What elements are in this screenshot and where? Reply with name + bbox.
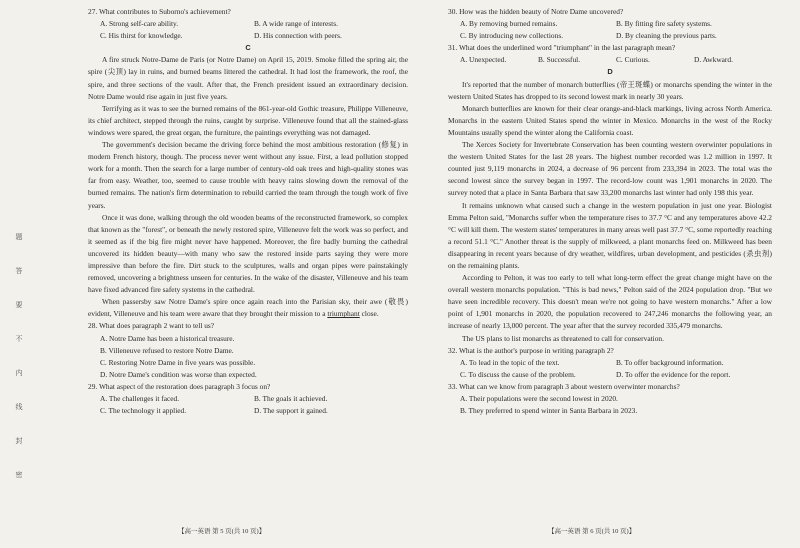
option: B. The goals it achieved. <box>254 394 328 403</box>
section-heading-d: D <box>607 67 613 77</box>
question-32: 32. What is the author's purpose in writing paragraph 2? <box>448 345 614 355</box>
question-29-options <box>88 405 408 417</box>
option: C. His thirst for knowledge. <box>100 31 183 41</box>
page-6-column <box>448 6 772 417</box>
section-heading-c: C <box>245 43 251 53</box>
paragraph: The Xerces Society for Invertebrate Conservation has been counting western overwinter populations in the western United States for the last 28 years. The highest number recorded was 1.2 million in 1997. It counted just 9,119 monarchs in 2024, a decrease of 96 percent from 233,394 in 2023. The total was the second lowest since the survey began in 1997. The record-low count was 1,901 monarchs in 2020. The survey noted that a place in Santa Barbara that saw 33,200 monarchs last winter had only 198 this year. <box>448 140 772 198</box>
option: B. A wide range of interests. <box>254 19 338 29</box>
question-30: 30. How was the hidden beauty of Notre Dame uncovered? <box>448 7 624 16</box>
option: A. Strong self-care ability. <box>100 19 179 29</box>
paragraph: Terrifying as it was to see the burned remains of the 861-year-old Gothic treasure, Philippe Villeneuve, its chief architect, stepped through the ruins, caught by surprise. Villeneuve found that all the stained-glass windows were spared, the great organ, the furniture, the paintings everything was not damaged. <box>88 103 408 137</box>
question-27-options <box>88 30 408 42</box>
side-label: 不 <box>15 335 23 343</box>
option: A. By removing burned remains. <box>460 19 558 29</box>
question-28: 28. What does paragraph 2 want to tell us? <box>88 321 215 331</box>
question-27-options <box>88 18 408 30</box>
paragraph: Monarch butterflies are known for their clear orange-and-black markings, living across North America. Monarchs in the eastern United States spend the winter in Mexico. Monarchs in the west of the Rocky Mountains usually spend the winter along the California coast. <box>448 103 772 137</box>
option: B. By fitting fire safety systems. <box>616 19 712 29</box>
option: C. The technology it applied. <box>100 406 187 416</box>
option: D. By cleaning the previous parts. <box>616 31 717 41</box>
question-32-options <box>448 357 772 369</box>
paragraph: A fire struck Notre-Dame de Paris (or Notre Dame) on April 15, 2019. Smoke filled the spring air, the spire (尖顶) lay in ruins, and burned beams littered the cathedral. It had lost the framework, the roof, the spire, and three sections of the vault. After that, the French president issued an extraordinary decision. Notre Dame would rise again in just five years. <box>88 55 408 101</box>
side-label: 答 <box>15 267 23 275</box>
option: C. Curious. <box>616 55 650 65</box>
side-label: 内 <box>15 369 23 377</box>
option: C. By introducing new collections. <box>460 31 564 41</box>
option: D. The support it gained. <box>254 406 328 416</box>
question-31-options <box>448 54 772 66</box>
option: D. His connection with peers. <box>254 31 342 41</box>
option: D. To offer the evidence for the report. <box>616 369 731 379</box>
paragraph: It remains unknown what caused such a change in the western population in just one year. Biologist Emma Pelton said, "Monarchs suffer when the temperature rises to 37.7 °C and any temperatures above 42.2 °C will kill them. The western states' temperatures in many areas well past 37.7 °C, some reportedly reaching a record 51.1 °C." Another threat is the supply of milkweed, a plant monarchs feed on. Milkweed has been disappearing in recent years because of dry weather, wildfires, urban development, and pesticides (杀虫剂) on the remaining plants. <box>448 200 772 270</box>
page-5-column <box>88 6 408 417</box>
side-label: 密 <box>15 471 23 479</box>
option: A. Notre Dame has been a historical treasure. <box>100 333 235 343</box>
option: D. Notre Dame's condition was worse than expected. <box>100 369 257 379</box>
paragraph: The government's decision became the driving force behind the most ambitious restoration (修复) in modern French history, though. The process never went without any issue. First, a lead pollution stopped work for a month. Then the search for a large number of century-old oak trees and high-quality stones was far from easy. Weather, too, seemed to cause trouble with heavy rains slowing down the removal of the burned remains. The nation's firm determination to rebuild carried the team through the tough work of five years. <box>88 140 408 210</box>
question-30-options <box>448 18 772 30</box>
paragraph-text: close. <box>359 309 379 319</box>
side-label: 题 <box>15 233 23 241</box>
option: A. Their populations were the second lowest in 2020. <box>460 394 618 403</box>
option: A. To lead in the topic of the text. <box>460 357 560 367</box>
question-33: 33. What can we know from paragraph 3 about western overwinter monarchs? <box>448 381 680 391</box>
option: A. The challenges it faced. <box>100 394 180 403</box>
question-30-options <box>448 30 772 42</box>
option: D. Awkward. <box>694 55 733 65</box>
question-31: 31. What does the underlined word "triumphant" in the last paragraph mean? <box>448 43 676 53</box>
option: A. Unexpected. <box>460 55 507 65</box>
option: B. They preferred to spend winter in Santa Barbara in 2023. <box>460 406 638 416</box>
page-footer-right: 【高一英语 第 6 页(共 10 页)】 <box>548 528 636 535</box>
paragraph: Once it was done, walking through the old wooden beams of the reconstructed framework, so complex that known as the "forest", or beneath the newly restored spire, Villeneuve felt the work was so perfect, and it seemed as if the big fire might never have happened. Moreover, the fire badly burning the cathedral uncovered its hidden beauty—with many who saw the restored inside parts saying they were more impressive than before the fire. Dirt stuck to the sculptures, walls and organ pipes were painstakingly removed, uncovering a brightness unseen for centuries. In the wake of the disaster, Villeneuve and his team have fixed advanced fire safety systems in the cathedral. <box>88 212 408 295</box>
question-29: 29. What aspect of the restoration does paragraph 3 focus on? <box>88 381 271 391</box>
option: C. Restoring Notre Dame in five years was possible. <box>100 357 256 367</box>
option: B. Villeneuve refused to restore Notre Dame. <box>100 345 234 355</box>
question-27: 27. What contributes to Suborno's achievement? <box>88 7 231 16</box>
page-footer-left: 【高一英语 第 5 页(共 10 页)】 <box>178 528 266 535</box>
option: B. To offer background information. <box>616 357 724 367</box>
paragraph: The US plans to list monarchs as threatened to call for conservation. <box>462 333 664 343</box>
side-label: 封 <box>15 437 23 445</box>
question-29-options <box>88 393 408 405</box>
paragraph <box>88 296 408 320</box>
underlined-word: triumphant <box>327 309 360 319</box>
option: B. Successful. <box>538 55 581 65</box>
option: C. To discuss the cause of the problem. <box>460 369 576 379</box>
paragraph: It's reported that the number of monarch butterflies (帝王斑蝶) or monarchs spending the winter in the western United States has dropped to its second lowest mark in nearly 30 years. <box>448 79 772 101</box>
side-label: 要 <box>15 301 23 309</box>
paragraph-text: When passersby saw Notre Dame's spire once again reach into the Parisian sky, their awe (敬畏) evident, Villeneuve and his team were aware that they brought their mission to a <box>88 297 408 319</box>
question-32-options <box>448 369 772 381</box>
binding-margin <box>14 232 24 480</box>
side-label: 线 <box>15 403 23 411</box>
paragraph: According to Pelton, it was too early to tell what long-term effect the great change might have on the overall western monarchs population. "This is bad news," Pelton said of the 2024 population drop. "But we have seen incredible recovery. This doesn't mean we're not going to have western monarchs." After a low point of 1,901 monarchs in 2020, the population recovered to 247,246 monarchs the following year, an increase of nearly 13,000 percent. The year after that the survey recorded 335,479 monarchs. <box>448 273 772 331</box>
